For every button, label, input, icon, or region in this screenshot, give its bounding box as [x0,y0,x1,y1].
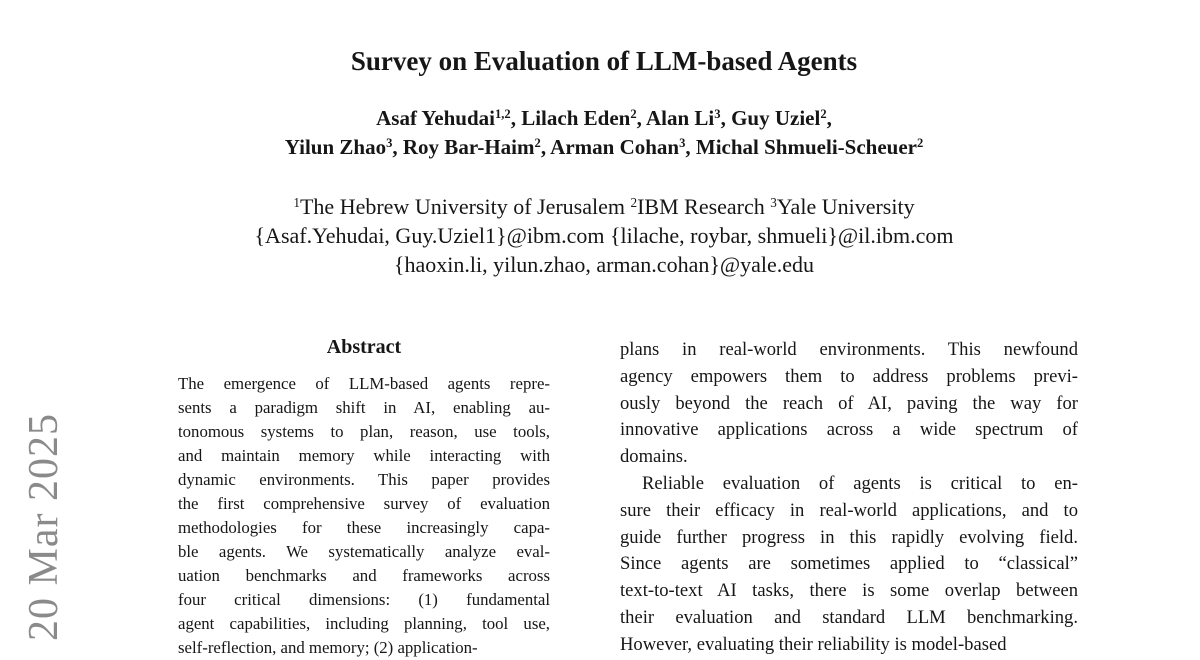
text-line: self-reflection, and memory; (2) application- [178,638,478,657]
abstract-heading: Abstract [326,336,402,358]
email-line-1: {Asaf.Yehudai, Guy.Uziel1}@ibm.com {lilache, roybar, shmueli}@il.ibm.com [254,223,954,248]
text-line: four critical dimensions: (1) fundamental [178,590,550,609]
text-line: text-to-text AI tasks, there is some overlap between [620,580,1078,602]
text-line: agency empowers them to address problems previ- [620,365,1078,387]
text-line: Reliable evaluation of agents is critical to en- [642,472,1078,494]
affiliation-block [0,192,1200,279]
text-line: plans in real-world environments. This newfound [620,339,1078,360]
intro-paragraph-2 [620,471,1078,659]
text-line: domains. [620,446,688,468]
abstract-section [178,334,550,660]
text-line: ble agents. We systematically analyze eval- [178,542,550,561]
text-line: and maintain memory while interacting with [178,446,550,465]
text-line: sure their efficacy in real-world applications, and to [620,499,1078,521]
author-line-1: Asaf Yehudai$^{1,2}$, Lilach Eden$^2$, Alan Li$^3$, Guy Uziel$^2$, [376,106,832,130]
text-line: their evaluation and standard LLM benchmarking. [620,606,1078,628]
text-line: dynamic environments. This paper provides [178,470,550,489]
text-line: sents a paradigm shift in AI, enabling au- [178,398,550,417]
abstract-body [178,372,550,660]
email-line-2: {haoxin.li, yilun.zhao, arman.cohan}@yale.edu [393,252,815,277]
text-line: innovative applications across a wide spectrum of [620,419,1078,441]
author-line-2: Yilun Zhao$^3$, Roy Bar-Haim$^2$, Arman Cohan$^3$, Michal Shmueli-Scheuer$^2$ [284,135,924,159]
text-line: Since agents are sometimes applied to “classical” [620,553,1078,575]
text-line: However, evaluating their reliability is model-based [620,633,1007,655]
author-block [0,104,1200,162]
text-line: agent capabilities, including planning, tool use, [178,614,550,633]
text-line: tonomous systems to plan, reason, use tools, [178,422,550,441]
text-line: uation benchmarks and frameworks across [178,566,550,585]
text-line: The emergence of LLM-based agents repre- [178,374,550,393]
text-line: ously beyond the reach of AI, paving the way for [620,392,1078,414]
text-line: methodologies for these increasingly capa- [178,518,550,537]
affiliation-line: $^1$The Hebrew University of Jerusalem $^2$IBM Research $^3$Yale University [293,194,915,219]
paper-title: Survey on Evaluation of LLM-based Agents [350,46,858,76]
text-line: guide further progress in this rapidly evolving field. [620,526,1078,548]
text-line: the first comprehensive survey of evaluation [178,494,550,513]
intro-paragraph-1 [620,337,1078,471]
introduction-column [620,337,1078,659]
arxiv-date-stamp: 20 Mar 2025 [21,413,67,641]
